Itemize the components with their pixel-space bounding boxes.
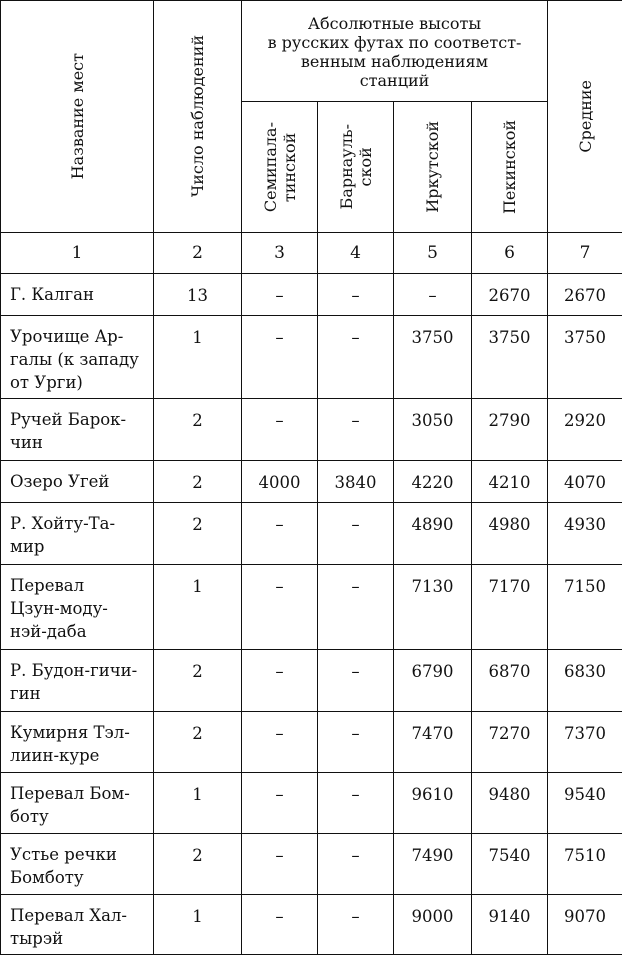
irkutsk-cell: 7130 xyxy=(394,565,472,650)
semipalatinsk-cell: – xyxy=(242,565,318,650)
irkutsk-cell: 6790 xyxy=(394,650,472,712)
header-observation-count xyxy=(154,1,242,233)
barnaul-cell: – xyxy=(318,773,394,834)
observation-count-cell: 2 xyxy=(154,461,242,503)
barnaul-cell: – xyxy=(318,503,394,565)
semipalatinsk-cell: 4000 xyxy=(242,461,318,503)
station-label: Пекинской xyxy=(500,120,519,214)
observation-count-cell: 1 xyxy=(154,565,242,650)
barnaul-cell: – xyxy=(318,316,394,399)
semipalatinsk-cell: – xyxy=(242,399,318,461)
barnaul-cell: – xyxy=(318,895,394,955)
header-mean xyxy=(548,1,622,233)
place-name-cell: Перевал Хал- тырэй xyxy=(1,895,154,955)
peking-cell: 7170 xyxy=(472,565,548,650)
semipalatinsk-cell: – xyxy=(242,503,318,565)
place-name-cell: Озеро Угей xyxy=(1,461,154,503)
barnaul-cell: – xyxy=(318,274,394,316)
place-name-cell: Р. Будон-гичи- гин xyxy=(1,650,154,712)
mean-cell: 7150 xyxy=(548,565,622,650)
peking-cell: 4980 xyxy=(472,503,548,565)
place-name-cell: Урочище Ар- галы (к западу от Урги) xyxy=(1,316,154,399)
mean-cell: 2670 xyxy=(548,274,622,316)
place-name-cell: Перевал Цзун-моду- нэй-даба xyxy=(1,565,154,650)
place-name-cell: Р. Хойту-Та- мир xyxy=(1,503,154,565)
peking-cell: 7540 xyxy=(472,834,548,895)
observation-count-cell: 2 xyxy=(154,503,242,565)
table-row xyxy=(1,773,622,834)
table-row xyxy=(1,834,622,895)
semipalatinsk-cell: – xyxy=(242,712,318,773)
table-body xyxy=(1,233,622,955)
place-name-cell: Г. Калган xyxy=(1,274,154,316)
peking-cell: 2670 xyxy=(472,274,548,316)
semipalatinsk-cell: – xyxy=(242,650,318,712)
mean-cell: 6830 xyxy=(548,650,622,712)
station-label: Иркутской xyxy=(423,121,442,213)
column-number: 1 xyxy=(1,233,154,274)
irkutsk-cell: 4890 xyxy=(394,503,472,565)
semipalatinsk-cell: – xyxy=(242,773,318,834)
peking-cell: 7270 xyxy=(472,712,548,773)
place-name-cell: Перевал Бом- боту xyxy=(1,773,154,834)
barnaul-cell: – xyxy=(318,399,394,461)
header-station-irkutsk xyxy=(394,102,472,233)
header-place-name xyxy=(1,1,154,233)
mean-cell: 9070 xyxy=(548,895,622,955)
header-station-barnaul xyxy=(318,102,394,233)
column-number: 7 xyxy=(548,233,622,274)
place-name-cell: Ручей Барок- чин xyxy=(1,399,154,461)
observation-count-cell: 2 xyxy=(154,399,242,461)
irkutsk-cell: – xyxy=(394,274,472,316)
mean-cell: 4070 xyxy=(548,461,622,503)
barnaul-cell: – xyxy=(318,565,394,650)
irkutsk-cell: 4220 xyxy=(394,461,472,503)
table-row xyxy=(1,712,622,773)
table-row xyxy=(1,274,622,316)
barnaul-cell: – xyxy=(318,650,394,712)
header-station-peking xyxy=(472,102,548,233)
observation-count-cell: 1 xyxy=(154,895,242,955)
peking-cell: 6870 xyxy=(472,650,548,712)
table-row xyxy=(1,461,622,503)
column-number: 3 xyxy=(242,233,318,274)
peking-cell: 2790 xyxy=(472,399,548,461)
header-observation-count-label: Число наблюдений xyxy=(188,35,207,197)
table-row xyxy=(1,399,622,461)
mean-cell: 3750 xyxy=(548,316,622,399)
irkutsk-cell: 9610 xyxy=(394,773,472,834)
barnaul-cell: – xyxy=(318,834,394,895)
barnaul-cell: – xyxy=(318,712,394,773)
column-number-row xyxy=(1,233,622,274)
irkutsk-cell: 9000 xyxy=(394,895,472,955)
semipalatinsk-cell: – xyxy=(242,834,318,895)
observation-count-cell: 2 xyxy=(154,712,242,773)
header-altitude-group: Абсолютные высоты в русских футах по соответст- венным наблюдениям станций xyxy=(242,1,548,102)
irkutsk-cell: 3050 xyxy=(394,399,472,461)
observation-count-cell: 13 xyxy=(154,274,242,316)
header-station-semipalatinsk xyxy=(242,102,318,233)
header-place-name-label: Название мест xyxy=(68,53,87,179)
semipalatinsk-cell: – xyxy=(242,316,318,399)
column-number: 6 xyxy=(472,233,548,274)
observation-count-cell: 1 xyxy=(154,773,242,834)
irkutsk-cell: 7490 xyxy=(394,834,472,895)
peking-cell: 3750 xyxy=(472,316,548,399)
observation-count-cell: 1 xyxy=(154,316,242,399)
mean-cell: 4930 xyxy=(548,503,622,565)
column-number: 4 xyxy=(318,233,394,274)
column-number: 5 xyxy=(394,233,472,274)
irkutsk-cell: 3750 xyxy=(394,316,472,399)
column-number: 2 xyxy=(154,233,242,274)
mean-cell: 7370 xyxy=(548,712,622,773)
observation-count-cell: 2 xyxy=(154,650,242,712)
place-name-cell: Устье речки Бомботу xyxy=(1,834,154,895)
table-row xyxy=(1,650,622,712)
peking-cell: 9140 xyxy=(472,895,548,955)
observation-count-cell: 2 xyxy=(154,834,242,895)
irkutsk-cell: 7470 xyxy=(394,712,472,773)
semipalatinsk-cell: – xyxy=(242,274,318,316)
station-label: Барнауль- ской xyxy=(337,124,375,209)
place-name-cell: Кумирня Тэл- лиин-куре xyxy=(1,712,154,773)
mean-cell: 9540 xyxy=(548,773,622,834)
table-row xyxy=(1,503,622,565)
table-row xyxy=(1,316,622,399)
table-row xyxy=(1,565,622,650)
barnaul-cell: 3840 xyxy=(318,461,394,503)
mean-cell: 2920 xyxy=(548,399,622,461)
station-label: Семипала- тинской xyxy=(261,122,299,212)
header-mean-label: Средние xyxy=(576,80,595,153)
mean-cell: 7510 xyxy=(548,834,622,895)
semipalatinsk-cell: – xyxy=(242,895,318,955)
peking-cell: 4210 xyxy=(472,461,548,503)
peking-cell: 9480 xyxy=(472,773,548,834)
table-row xyxy=(1,895,622,955)
